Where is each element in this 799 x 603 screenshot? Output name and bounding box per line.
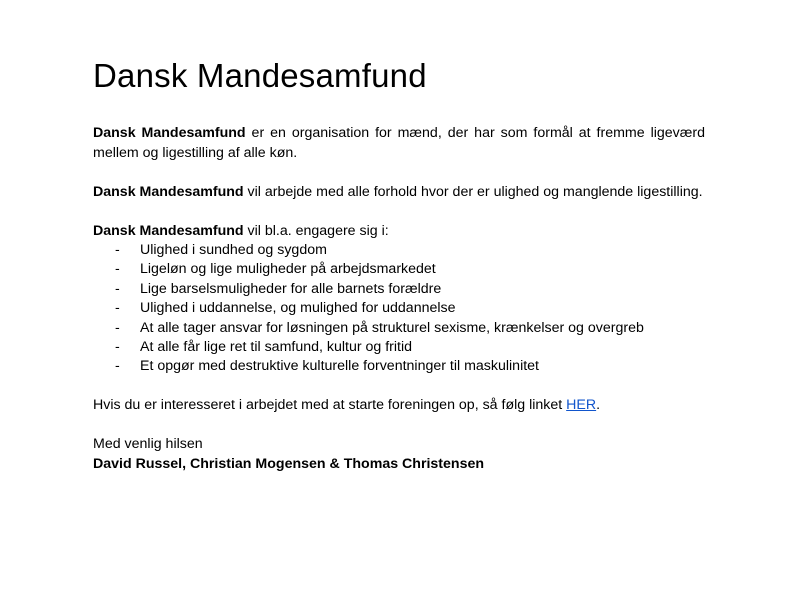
engagement-text: vil bl.a. engagere sig i:: [243, 222, 389, 239]
org-name-bold: Dansk Mandesamfund: [93, 183, 244, 200]
org-name-bold: Dansk Mandesamfund: [93, 222, 244, 239]
list-item-text: Ulighed i uddannelse, og mulighed for uddannelse: [140, 300, 456, 317]
list-item-text: At alle får lige ret til samfund, kultur og fritid: [140, 339, 413, 356]
list-item: [93, 319, 705, 338]
list-item-text: At alle tager ansvar for løsningen på strukturel sexisme, krænkelser og overgreb: [140, 319, 644, 336]
list-item-text: Ligeløn og lige muligheder på arbejdsmarkedet: [140, 261, 436, 278]
bullet-dash: -: [115, 319, 120, 336]
closing-greeting: Med venlig hilsen: [93, 436, 203, 453]
bullet-dash: -: [115, 300, 120, 317]
list-item: [93, 338, 705, 357]
org-name-bold: Dansk Mandesamfund: [93, 125, 246, 141]
bullet-dash: -: [115, 280, 120, 297]
list-item-text: Lige barselsmuligheder for alle barnets forældre: [140, 280, 442, 297]
list-item: [93, 357, 705, 376]
bullet-dash: -: [115, 339, 120, 356]
engagement-list: [93, 241, 705, 377]
list-item: [93, 280, 705, 299]
engagement-intro: [93, 222, 705, 242]
list-item-text: Et opgør med destruktive kulturelle forventninger til maskulinitet: [140, 358, 540, 375]
scope-paragraph: [93, 183, 705, 203]
scope-text: vil arbejde med alle forhold hvor der er ulighed og manglende ligestilling.: [243, 183, 703, 200]
list-item: [93, 241, 705, 260]
her-link[interactable]: HER: [566, 397, 597, 414]
list-item: [93, 299, 705, 318]
intro-paragraph: [93, 124, 705, 163]
bullet-dash: -: [115, 261, 120, 278]
list-item: [93, 260, 705, 279]
page-title: Dansk Mandesamfund: [93, 57, 427, 94]
cta-period: .: [596, 397, 601, 414]
document-body: [93, 56, 705, 474]
cta-text: Hvis du er interesseret i arbejdet med at starte foreningen op, så følg linket: [93, 397, 567, 414]
call-to-action-paragraph: [93, 396, 705, 416]
list-item-text: Ulighed i sundhed og sygdom: [140, 242, 327, 258]
bullet-dash: -: [115, 242, 120, 258]
signatories: [93, 455, 705, 475]
bullet-dash: -: [115, 358, 120, 375]
signatories-names: David Russel, Christian Mogensen & Thomas Christensen: [93, 455, 485, 472]
intro-text: er en organisation for mænd, der har som formål at fremme ligeværd mellem og ligestilling af alle køn.: [93, 125, 705, 161]
